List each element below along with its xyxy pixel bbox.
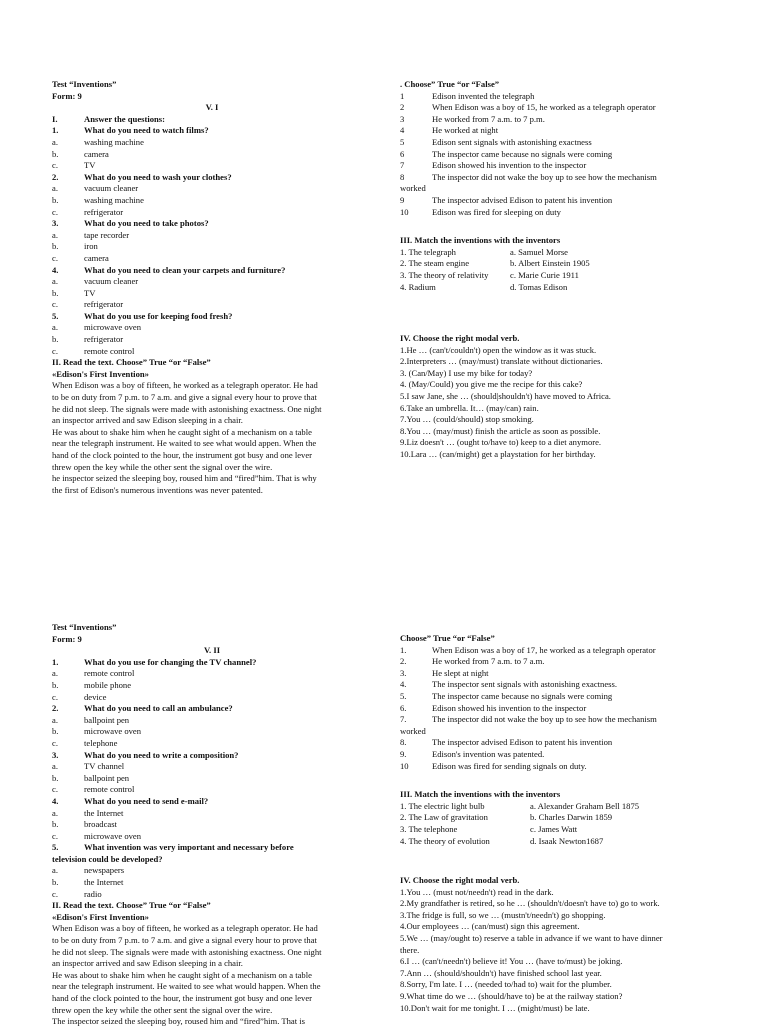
- tf-item[interactable]: 7 Edison showed his invention to the inspector: [400, 160, 587, 171]
- modal-item[interactable]: 7.You … (could/should) stop smoking.: [400, 414, 534, 425]
- tf-item[interactable]: 4. The inspector sent signals with astonishing exactness.: [400, 679, 617, 690]
- answer-option[interactable]: c. remote control: [52, 784, 135, 795]
- answer-option[interactable]: c. refrigerator: [52, 299, 124, 310]
- question-block: [52, 172, 382, 218]
- answer-option[interactable]: a. tape recorder: [52, 229, 130, 240]
- answer-option[interactable]: a. microwave oven: [52, 322, 142, 333]
- question-block: [52, 218, 382, 264]
- answer-option[interactable]: a. remote control: [52, 668, 135, 679]
- answer-option[interactable]: b. microwave oven: [52, 726, 142, 737]
- modal-item[interactable]: 2.Interpreters … (may/must) translate without dictionaries.: [400, 356, 603, 367]
- tf-item[interactable]: 8 The inspector did not wake the boy up to see how the mechanism: [400, 171, 657, 182]
- modal-item[interactable]: 8.You … (may/must) finish the article as soon as possible.: [400, 425, 601, 436]
- answer-option[interactable]: c. radio: [52, 888, 102, 899]
- answer-option[interactable]: a. TV channel: [52, 761, 125, 772]
- question: 4. What do you need to send e-mail?: [52, 795, 209, 806]
- modal-item[interactable]: 9.What time do we … (should/have to) be at the railway station?: [400, 991, 623, 1002]
- modal-verb-list: [400, 345, 740, 461]
- answer-option[interactable]: b. broadcast: [52, 819, 117, 830]
- match-row[interactable]: 2. The steam engine b. Albert Einstein 1905: [400, 258, 590, 269]
- answer-option[interactable]: c. remote control: [52, 345, 135, 356]
- modal-item[interactable]: 10.Don't wait for me tonight. I … (might/must) be late.: [400, 1002, 590, 1013]
- v2-left-column: [52, 622, 382, 1028]
- answer-option[interactable]: b. mobile phone: [52, 679, 132, 690]
- modal-item[interactable]: 10.Lara … (can/might) get a playstation for her birthday.: [400, 449, 596, 460]
- true-false-list: [400, 91, 740, 219]
- question: 3. What do you need to write a composition?: [52, 749, 239, 760]
- section-heading: II. Read the text. Choose” True “or “False”: [52, 357, 211, 368]
- question-block: [52, 842, 382, 900]
- question-block: [52, 796, 382, 842]
- tf-item[interactable]: 7. The inspector did not wake the boy up to see how the mechanism: [400, 714, 657, 725]
- modal-verb-list: [400, 887, 745, 1015]
- match-table: [400, 247, 740, 293]
- tf-item[interactable]: 10 Edison was fired for sending signals on duty.: [400, 760, 587, 771]
- tf-item[interactable]: 5 Edison sent signals with astonishing exactness: [400, 136, 592, 147]
- answer-option[interactable]: a. vacuum cleaner: [52, 276, 139, 287]
- tf-item[interactable]: 9. Edison's invention was patented.: [400, 748, 545, 759]
- match-row[interactable]: 2. The Law of gravitation b. Charles Darwin 1859: [400, 812, 613, 823]
- variant-label: V. II: [203, 645, 221, 656]
- v1-left-column: [52, 79, 382, 496]
- test-title: Test “Inventions”: [52, 622, 117, 632]
- tf-item-continued: worked: [400, 725, 426, 736]
- modal-item[interactable]: 2.My grandfather is retired, so he … (shouldn't/doesn't have to) go to work.: [400, 898, 660, 909]
- question-block: [52, 703, 382, 749]
- answer-option[interactable]: c. device: [52, 691, 107, 702]
- tf-item-continued: worked: [400, 183, 426, 194]
- match-row[interactable]: 1. The telegraph a. Samuel Morse: [400, 246, 568, 257]
- modal-item[interactable]: 5.We … (may/ought to) reserve a table in advance if we want to have dinner: [400, 933, 663, 944]
- match-row[interactable]: 4. Radium d. Tomas Edison: [400, 281, 568, 292]
- answer-option[interactable]: b. camera: [52, 148, 109, 159]
- question: 3. What do you need to take photos?: [52, 218, 209, 229]
- match-table: [400, 801, 745, 847]
- match-row[interactable]: 4. The theory of evolution d. Isaak Newton1687: [400, 835, 604, 846]
- tf-item[interactable]: 10 Edison was fired for sleeping on duty: [400, 206, 561, 217]
- tf-item[interactable]: 6. Edison showed his invention to the inspector: [400, 702, 587, 713]
- answer-option[interactable]: c. microwave oven: [52, 830, 142, 841]
- answer-option[interactable]: b. iron: [52, 241, 98, 252]
- tf-item[interactable]: 3. He slept at night: [400, 667, 489, 678]
- question-block: [52, 125, 382, 171]
- v1-right-column: [400, 79, 740, 461]
- question-block: [52, 311, 382, 357]
- tf-item[interactable]: 1. When Edison was a boy of 17, he worked as a telegraph operator: [400, 644, 656, 655]
- modal-item[interactable]: 4.Our employees … (can/must) sign this agreement.: [400, 921, 580, 932]
- modal-item[interactable]: 3.The fridge is full, so we … (mustn't/needn't) go shopping.: [400, 909, 606, 920]
- answer-option[interactable]: a. newspapers: [52, 865, 125, 876]
- question: 4. What do you need to clean your carpets and furniture?: [52, 264, 286, 275]
- section-heading: I. Answer the questions:: [52, 113, 166, 124]
- tf-item[interactable]: 8. The inspector advised Edison to patent his invention: [400, 737, 613, 748]
- question-continued: television could be developed?: [52, 853, 163, 864]
- answer-option[interactable]: a. vacuum cleaner: [52, 183, 139, 194]
- question: 5. What invention was very important and necessary before: [52, 842, 294, 853]
- variant-label: V. I: [205, 102, 219, 113]
- modal-item[interactable]: 4. (May/Could) you give me the recipe for this cake?: [400, 379, 583, 390]
- tf-item[interactable]: 3 He worked from 7 a.m. to 7 p.m.: [400, 113, 545, 124]
- tf-item[interactable]: 2. He worked from 7 a.m. to 7 a.m.: [400, 656, 545, 667]
- section-heading: IV. Choose the right modal verb.: [400, 875, 520, 886]
- story-title: «Edison's First Invention»: [52, 911, 149, 922]
- section-heading: III. Match the inventions with the inventors: [400, 235, 561, 246]
- answer-option[interactable]: b. refrigerator: [52, 334, 124, 345]
- question: 1. What do you use for changing the TV channel?: [52, 656, 257, 667]
- section-heading: II. Read the text. Choose” True “or “False”: [52, 900, 211, 911]
- section-heading: IV. Choose the right modal verb.: [400, 333, 520, 344]
- answer-option[interactable]: a. ballpoint pen: [52, 714, 130, 725]
- section-heading: Choose” True “or “False”: [400, 633, 495, 643]
- tf-item[interactable]: 1 Edison invented the telegraph: [400, 90, 535, 101]
- modal-item[interactable]: 5.I saw Jane, she … (should|shouldn't) have moved to Africa.: [400, 391, 611, 402]
- question-block: [52, 657, 382, 703]
- true-false-list: [400, 645, 745, 773]
- section-heading: . Choose” True “or “False”: [400, 79, 500, 89]
- question: 2. What do you need to wash your clothes?: [52, 171, 232, 182]
- v2-right-column: [400, 633, 745, 1014]
- modal-item[interactable]: 1.He … (can't/couldn't) open the window as it was stuck.: [400, 344, 597, 355]
- modal-item[interactable]: 6.I … (can't/needn't) believe it! You … (have to/must) be joking.: [400, 956, 623, 967]
- modal-item[interactable]: 7.Ann … (should/shouldn't) have finished school last year.: [400, 967, 602, 978]
- match-row[interactable]: 3. The theory of relativity c. Marie Curie 1911: [400, 269, 579, 280]
- answer-option[interactable]: b. the Internet: [52, 877, 124, 888]
- question: 1. What do you need to watch films?: [52, 125, 209, 136]
- section-heading: III. Match the inventions with the inventors: [400, 789, 561, 800]
- answer-option[interactable]: c. camera: [52, 252, 109, 263]
- answer-option[interactable]: c. TV: [52, 160, 96, 171]
- story-text: When Edison was a boy of fifteen, he worked as a telegraph operator. He had to be on duty from 7 p.m. to 7 a.m. and give a signal every hour to prove that he did not sleep. The signals were made with astonishing exactness. One night an inspector arrived and saw Edison sleeping in a chair. He was about to shake him when he caught sight of a mechanism on a table near the telegraph instrument. He waited to see what would happen. When the hand of the clock pointed to the hour, the instrument got busy and one lever threw open the key while the other sent the signal over the wire. The inspector seized the sleeping boy, roused him and “fired”him. That is: [52, 923, 322, 1027]
- answer-option[interactable]: c. refrigerator: [52, 206, 124, 217]
- question-block: [52, 750, 382, 796]
- modal-item[interactable]: 8.Sorry, I'm late. I … (needed to/had to) wait for the plumber.: [400, 979, 612, 990]
- answer-option[interactable]: b. TV: [52, 287, 96, 298]
- tf-item[interactable]: 6 The inspector came because no signals were coming: [400, 148, 613, 159]
- story-text: When Edison was a boy of fifteen, he worked as a telegraph operator. He had to be on duty from 7 p.m. to 7 a.m. and give a signal every hour to prove that he did not sleep. The signals were made with astonishing exactness. One night an inspector arrived and saw Edison sleeping in a chair. He was about to shake him when he caught sight of a mechanism on a table near the telegraph instrument. He waited to see what would appen. When the hand of the clock pointed to the hour, the instrument got busy and one lever threw open the key while the other sent the signal over the wire. he inspector seized the sleeping boy, roused him and “fired”him. That is why the first of Edison's numerous inventions was never patented.: [52, 380, 322, 495]
- match-row[interactable]: 3. The telephone c. James Watt: [400, 823, 578, 834]
- answer-option[interactable]: a. the Internet: [52, 807, 124, 818]
- form-label: Form: 9: [52, 90, 82, 101]
- modal-item[interactable]: 3. (Can/May) I use my bike for today?: [400, 367, 533, 378]
- form-label: Form: 9: [52, 633, 82, 644]
- answer-option[interactable]: b. washing machine: [52, 194, 144, 205]
- test-title: Test “Inventions”: [52, 79, 117, 89]
- story-title: «Edison's First Invention»: [52, 368, 149, 379]
- modal-item[interactable]: 9.Liz doesn't … (ought to/have to) keep to a diet anymore.: [400, 437, 602, 448]
- tf-item[interactable]: 4 He worked at night: [400, 125, 499, 136]
- answer-option[interactable]: b. ballpoint pen: [52, 772, 130, 783]
- question-block: [52, 265, 382, 311]
- answer-option[interactable]: a. washing machine: [52, 136, 144, 147]
- modal-item-continued: there.: [400, 944, 420, 955]
- tf-item[interactable]: 5. The inspector came because no signals were coming: [400, 690, 613, 701]
- tf-item[interactable]: 2 When Edison was a boy of 15, he worked as a telegraph operator: [400, 102, 656, 113]
- match-row[interactable]: 1. The electric light bulb a. Alexander Graham Bell 1875: [400, 800, 640, 811]
- question: 2. What do you need to call an ambulance?: [52, 703, 233, 714]
- tf-item[interactable]: 9 The inspector advised Edison to patent his invention: [400, 194, 613, 205]
- modal-item[interactable]: 6.Take an umbrella. It… (may/can) rain.: [400, 402, 539, 413]
- answer-option[interactable]: c. telephone: [52, 737, 118, 748]
- modal-item[interactable]: 1.You … (must not/needn't) read in the dark.: [400, 886, 554, 897]
- question: 5. What do you use for keeping food fresh?: [52, 310, 233, 321]
